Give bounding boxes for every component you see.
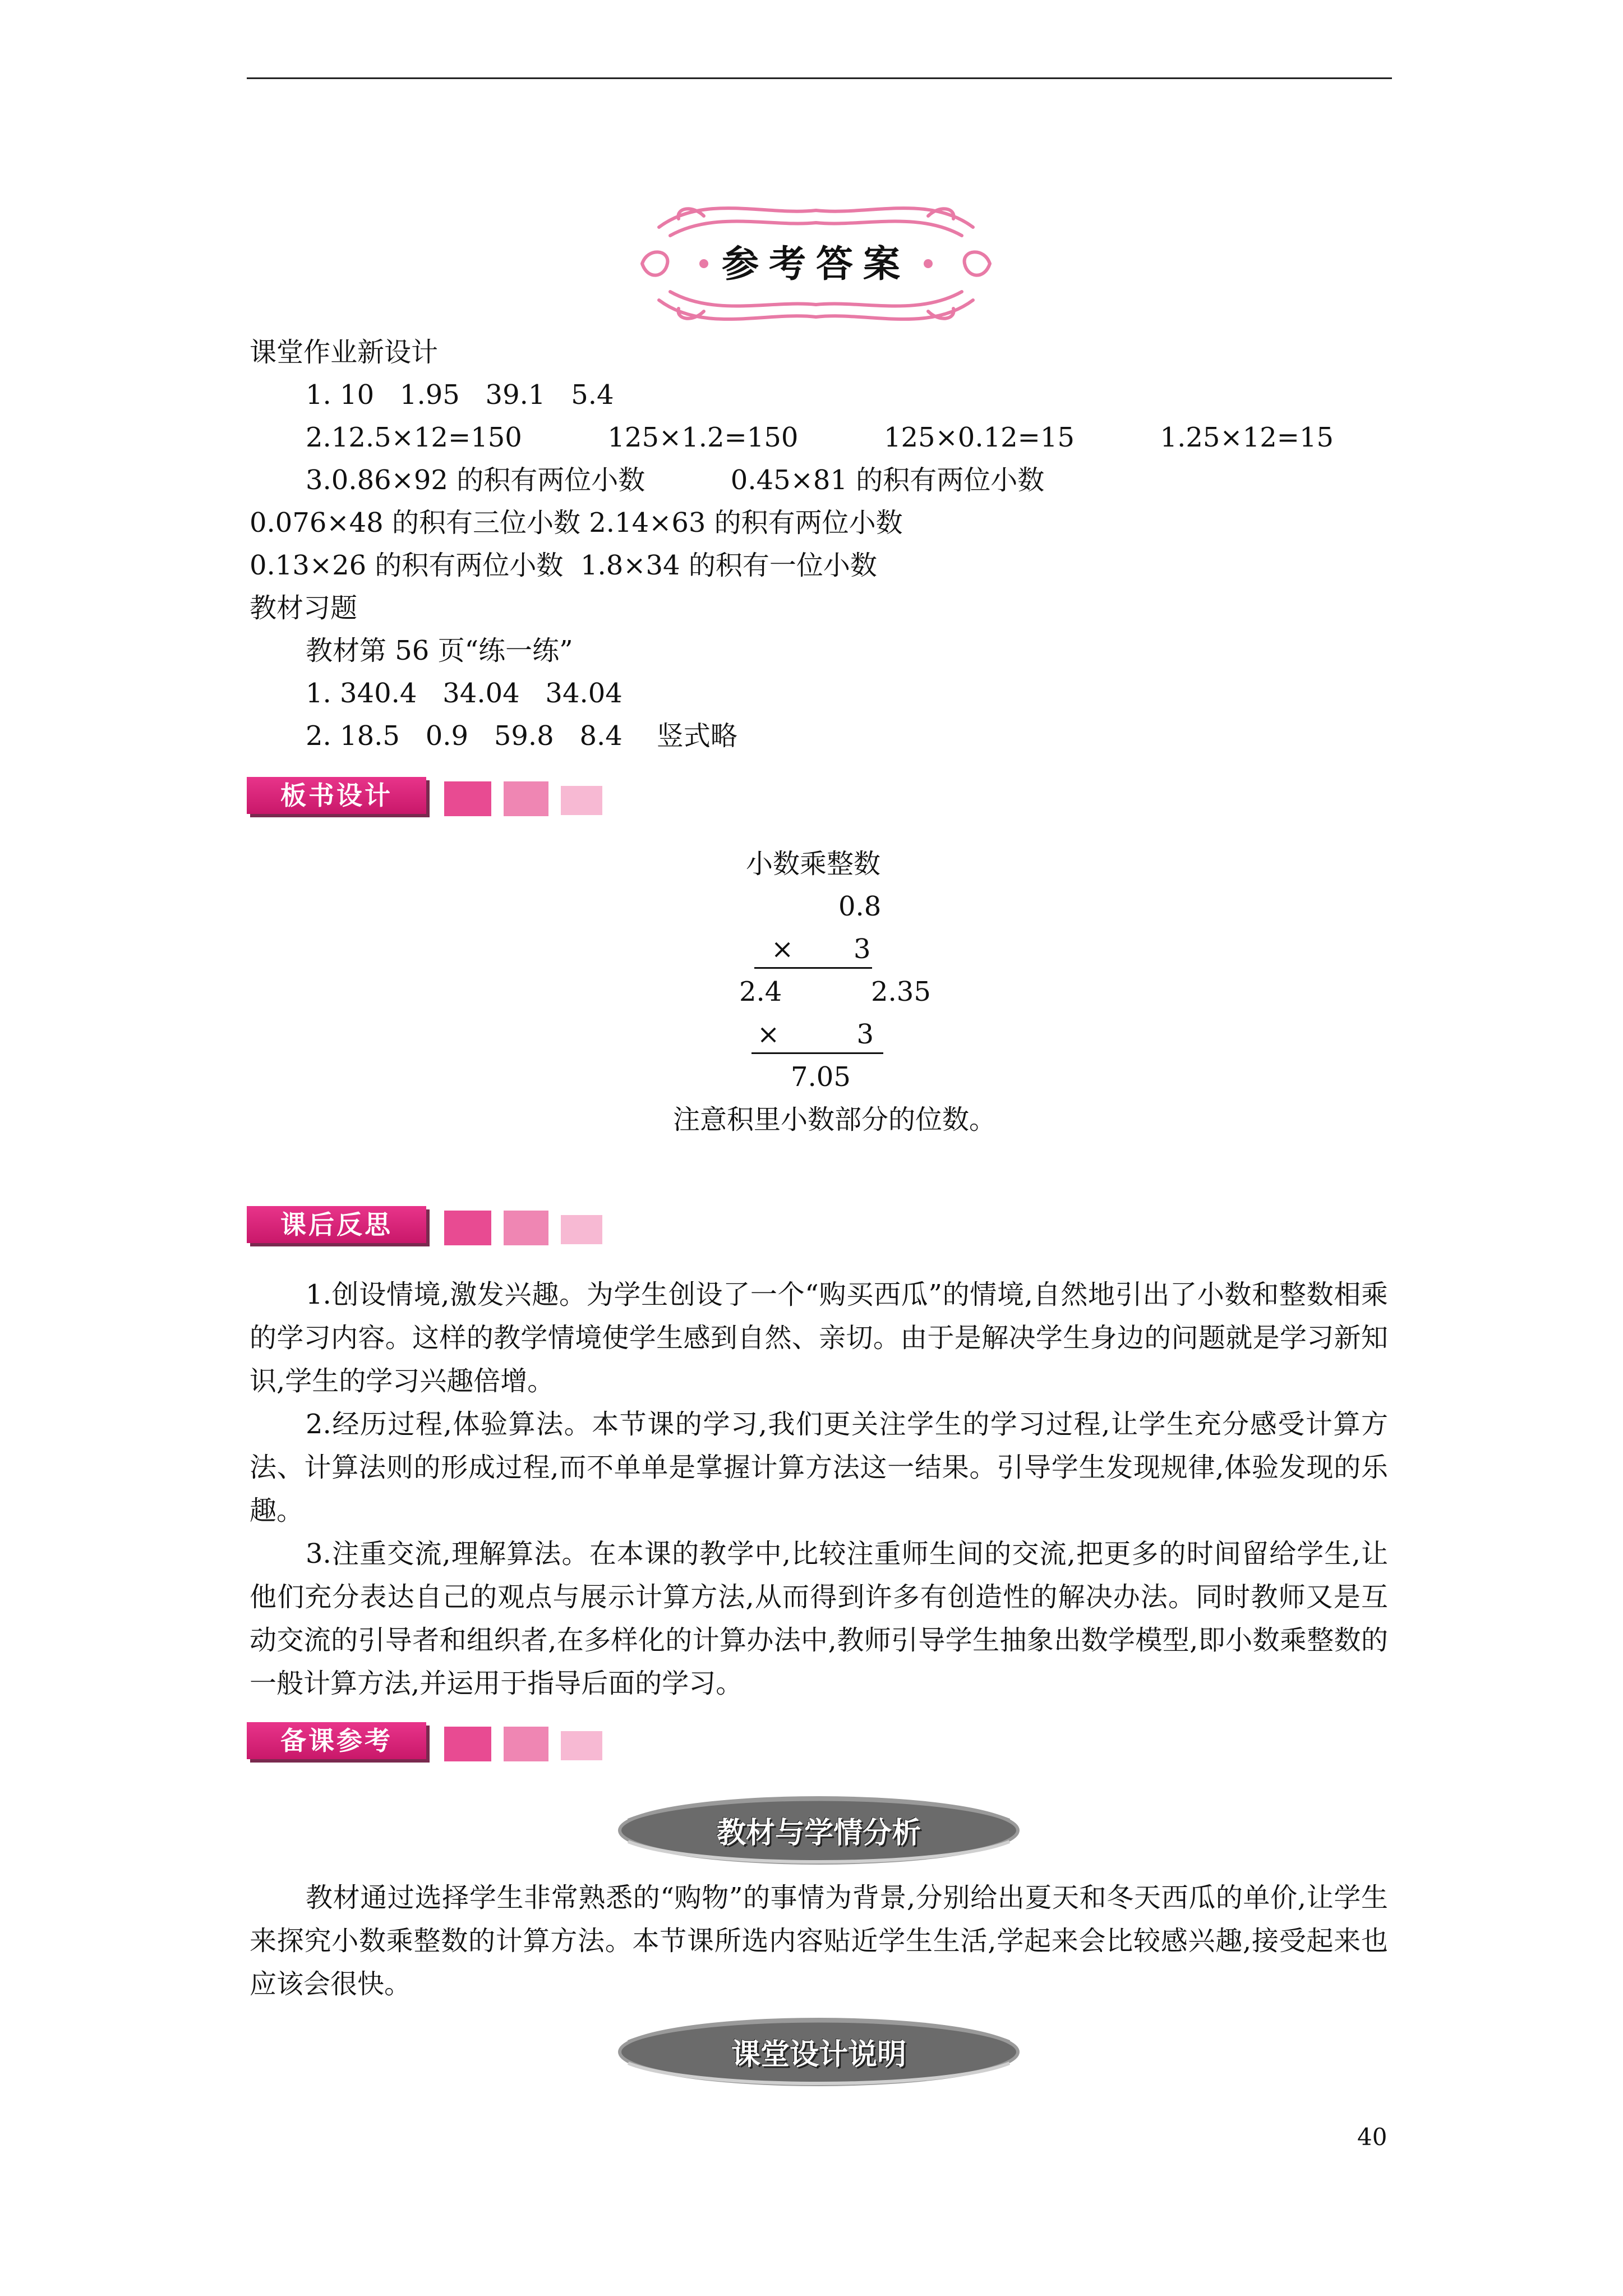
answer-line-4: 0.076×48 的积有三位小数 2.14×63 的积有两位小数	[250, 507, 903, 539]
tab-square-icon	[504, 781, 548, 816]
design-heading: 课堂设计说明	[731, 2038, 906, 2072]
board-product-1: 2.4	[739, 976, 782, 1007]
textbook-heading: 教材习题	[250, 592, 358, 624]
board-note: 注意积里小数部分的位数。	[673, 1104, 997, 1135]
board-design-label: 板书设计	[247, 777, 426, 814]
reflection-body	[250, 1273, 1388, 1705]
tab-square-icon	[561, 1215, 602, 1244]
page-number: 40	[1357, 2123, 1387, 2151]
prep-reference-label: 备课参考	[247, 1722, 426, 1759]
tab-square-icon	[504, 1727, 548, 1761]
banner-title: 参考答案	[722, 242, 910, 286]
answer-line-3: 3.0.86×92 的积有两位小数 0.45×81 的积有两位小数	[306, 464, 1045, 496]
tab-square-icon	[444, 1211, 491, 1245]
answer-line-1: 1. 10 1.95 39.1 5.4	[306, 379, 614, 411]
analysis-heading-badge	[611, 1787, 1026, 1871]
textbook-answer-2: 2. 18.5 0.9 59.8 8.4 竖式略	[306, 720, 737, 752]
answers-heading: 课堂作业新设计	[250, 337, 439, 368]
board-multiplier-2: × 3	[757, 1019, 874, 1050]
board-multiplier-1: × 3	[771, 933, 871, 965]
answer-line-5: 0.13×26 的积有两位小数 1.8×34 的积有一位小数	[250, 550, 877, 581]
board-multiplicand-1: 0.8	[838, 891, 882, 922]
answer-line-2: 2.12.5×12=150 125×1.2=150 125×0.12=15 1.25×12=15	[306, 422, 1334, 453]
reflection-label: 课后反思	[247, 1206, 426, 1243]
board-multiplicand-2: 2.35	[871, 976, 931, 1007]
answers-banner	[637, 194, 995, 334]
board-underline	[754, 967, 872, 969]
header-rule	[247, 77, 1392, 79]
analysis-paragraph: 教材通过选择学生非常熟悉的“购物”的事情为背景,分别给出夏天和冬天西瓜的单价,让学生来探究小数乘整数的计算方法。本节课所选内容贴近学生生活,学起来会比较感兴趣,接受起来也应该会很快。	[250, 1882, 1388, 2000]
analysis-body	[250, 1876, 1388, 2006]
board-title: 小数乘整数	[746, 848, 881, 880]
board-underline	[751, 1052, 883, 1054]
tab-square-icon	[561, 1731, 602, 1760]
textbook-answer-1: 1. 340.4 34.04 34.04	[306, 678, 623, 709]
textbook-reference: 教材第 56 页“练一练”	[306, 635, 573, 666]
reflection-paragraph-1: 1.创设情境,激发兴趣。为学生创设了一个“购买西瓜”的情境,自然地引出了小数和整数相乘的学习内容。这样的教学情境使学生感到自然、亲切。由于是解决学生身边的问题就是学习新知识,学生的学习兴趣倍增。	[250, 1279, 1388, 1397]
reflection-paragraph-3: 3.注重交流,理解算法。在本课的教学中,比较注重师生间的交流,把更多的时间留给学生,让他们充分表达自己的观点与展示计算方法,从而得到许多有创造性的解决办法。同时教师又是互动交流的引导者和组织者,在多样化的计算办法中,教师引导学生抽象出数学模型,即小数乘整数的一般计算方法,并运用于指导后面的学习。	[250, 1538, 1388, 1699]
tab-square-icon	[444, 781, 491, 816]
tab-square-icon	[444, 1727, 491, 1761]
design-heading-badge	[611, 2008, 1026, 2092]
tab-square-icon	[561, 786, 602, 815]
reflection-paragraph-2: 2.经历过程,体验算法。本节课的学习,我们更关注学生的学习过程,让学生充分感受计算方法、计算法则的形成过程,而不单单是掌握计算方法这一结果。引导学生发现规律,体验发现的乐趣。	[250, 1409, 1388, 1526]
tab-square-icon	[504, 1211, 548, 1245]
analysis-heading: 教材与学情分析	[716, 1816, 921, 1850]
board-product-2: 7.05	[791, 1061, 851, 1093]
